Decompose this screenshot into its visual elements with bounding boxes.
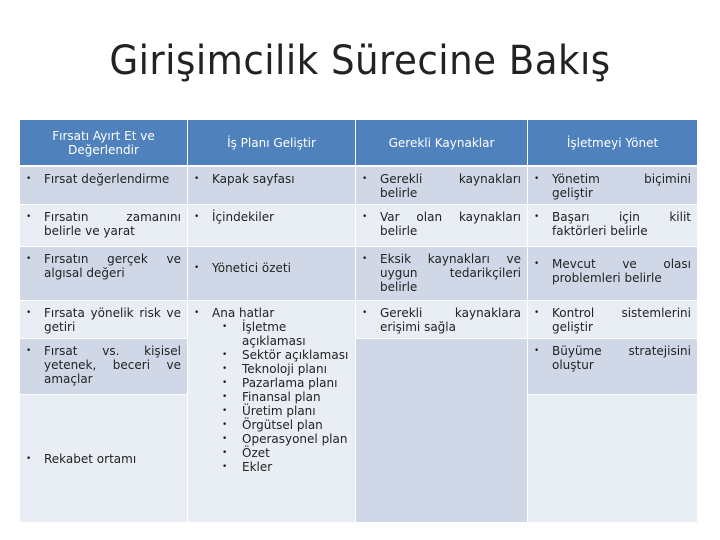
col2-item: Kapak sayfası [212, 172, 295, 186]
outline-list [194, 320, 349, 474]
cell-col4-row4 [528, 301, 698, 339]
outline-item: • Örgütsel plan [222, 418, 323, 432]
cell-col4-row3 [528, 247, 698, 301]
bullet-icon: • [534, 308, 540, 318]
bullet-icon: • [26, 212, 32, 222]
cell-col1-row5 [20, 339, 188, 395]
bullet-icon: • [222, 364, 228, 374]
bullet-icon: • [26, 174, 32, 184]
outline-item: • Özet [222, 446, 270, 460]
cell-col3-row1 [356, 167, 528, 205]
cell-col1-row4 [20, 301, 188, 339]
bullet-icon: • [222, 406, 228, 416]
bullet-icon: • [222, 420, 228, 430]
cell-col2-row1 [188, 167, 356, 205]
cell-col2-row3 [188, 247, 356, 301]
outline-item: • İşletme açıklaması [222, 320, 306, 348]
col4-item: Mevcut ve olası problemleri belirle [552, 257, 691, 285]
bullet-icon: • [194, 308, 200, 318]
col4-item: Büyüme stratejisini oluştur [552, 344, 691, 372]
col2-item: İçindekiler [212, 210, 275, 224]
cell-col2-outline [188, 301, 356, 523]
col3-item: Gerekli kaynakları belirle [380, 172, 521, 200]
bullet-icon: • [534, 212, 540, 222]
outline-item: • Pazarlama planı [222, 376, 338, 390]
col2-item: Ana hatlar [212, 306, 275, 320]
cell-col2-row2 [188, 205, 356, 247]
header-col4: İşletmeyi Yönet [528, 120, 698, 167]
bullet-icon: • [26, 454, 32, 464]
bullet-icon: • [194, 174, 200, 184]
bullet-icon: • [362, 254, 368, 264]
cell-col1-row2 [20, 205, 188, 247]
bullet-icon: • [222, 378, 228, 388]
bullet-icon: • [534, 346, 540, 356]
bullet-icon: • [362, 174, 368, 184]
cell-col3-empty [356, 339, 528, 523]
bullet-icon: • [362, 308, 368, 318]
cell-col3-row2 [356, 205, 528, 247]
cell-col1-row6 [20, 395, 188, 523]
col1-item: Fırsat vs. kişisel yetenek, beceri ve amaçlar [44, 344, 181, 386]
cell-col3-row4 [356, 301, 528, 339]
outline-item: • Sektör açıklaması [222, 348, 349, 362]
bullet-icon: • [222, 322, 228, 332]
col3-item: Gerekli kaynaklara erişimi sağla [380, 306, 521, 334]
col1-item: Fırsat değerlendirme [44, 172, 170, 186]
bullet-icon: • [26, 254, 32, 264]
bullet-icon: • [222, 434, 228, 444]
bullet-icon: • [534, 259, 540, 269]
outline-item: • Üretim planı [222, 404, 316, 418]
col1-item: Fırsatın zamanını belirle ve yarat [44, 210, 181, 238]
outline-item: • Operasyonel plan [222, 432, 348, 446]
col1-item: Fırsatın gerçek ve algısal değeri [44, 252, 181, 280]
outline-item: • Ekler [222, 460, 273, 474]
col4-item: Başarı için kilit faktörleri belirle [552, 210, 691, 238]
outline-item: • Teknoloji planı [222, 362, 327, 376]
cell-col1-row1 [20, 167, 188, 205]
col1-item: Rekabet ortamı [44, 452, 137, 466]
col4-item: Kontrol sistemlerini geliştir [552, 306, 691, 334]
outline-item: • Finansal plan [222, 390, 321, 404]
cell-col1-row3 [20, 247, 188, 301]
col2-item: Yönetici özeti [212, 261, 291, 275]
col1-item: Fırsata yönelik risk ve getiri [44, 306, 181, 334]
cell-col3-row3 [356, 247, 528, 301]
bullet-icon: • [222, 462, 228, 472]
bullet-icon: • [222, 392, 228, 402]
col3-item: Eksik kaynakları ve uygun tedarikçileri belirle [380, 252, 521, 294]
header-col3: Gerekli Kaynaklar [356, 120, 528, 167]
col3-item: Var olan kaynakları belirle [380, 210, 521, 238]
header-col1: Fırsatı Ayırt Et ve Değerlendir [20, 120, 188, 167]
bullet-icon: • [26, 346, 32, 356]
bullet-icon: • [534, 174, 540, 184]
bullet-icon: • [26, 308, 32, 318]
col4-item: Yönetim biçimini geliştir [552, 172, 691, 200]
cell-col4-row5 [528, 339, 698, 395]
bullet-icon: • [194, 212, 200, 222]
bullet-icon: • [222, 350, 228, 360]
bullet-icon: • [222, 448, 228, 458]
slide-title: Girişimcilik Sürecine Bakış [109, 38, 611, 84]
cell-col4-row2 [528, 205, 698, 247]
header-col2: İş Planı Geliştir [188, 120, 356, 167]
cell-col4-empty [528, 395, 698, 523]
cell-col4-row1 [528, 167, 698, 205]
bullet-icon: • [362, 212, 368, 222]
process-table [20, 120, 698, 523]
bullet-icon: • [194, 263, 200, 273]
